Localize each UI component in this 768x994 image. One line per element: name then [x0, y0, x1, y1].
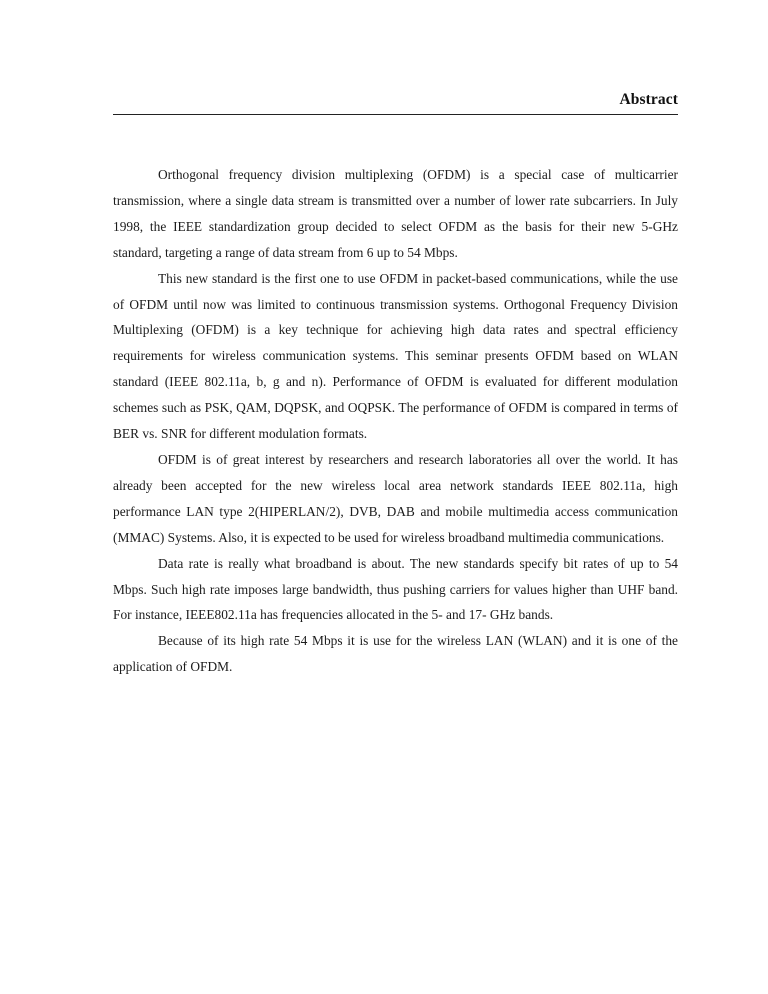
paragraph-2: This new standard is the first one to use OFDM in packet-based communications, while the use of OFDM until now was limited to continuous transmission systems. Orthogonal Frequency Division Multiplexing (OFDM) is a key technique for achieving high data rates and spectral efficiency requirements for wireless communication systems. This seminar presents OFDM based on WLAN standard (IEEE 802.11a, b, g and n). Performance of OFDM is evaluated for different modulation schemes such as PSK, QAM, DQPSK, and OQPSK. The performance of OFDM is compared in terms of BER vs. SNR for different modulation formats.: [113, 270, 678, 442]
paragraph-4: Data rate is really what broadband is about. The new standards specify bit rates of up to 54 Mbps. Such high rate imposes large bandwidth, thus pushing carriers for values higher than UHF band. For instance, IEEE802.11a has frequencies allocated in the 5- and 17- GHz bands.: [113, 555, 678, 623]
page-title: Abstract: [619, 91, 678, 108]
abstract-body: [113, 162, 678, 680]
paragraph-5: Because of its high rate 54 Mbps it is use for the wireless LAN (WLAN) and it is one of the application of OFDM.: [113, 633, 678, 675]
paragraph-1: Orthogonal frequency division multiplexing (OFDM) is a special case of multicarrier transmission, where a single data stream is transmitted over a number of lower rate subcarriers. In July 1998, the IEEE standardization group decided to select OFDM as the basis for their new 5-GHz standard, targeting a range of data stream from 6 up to 54 Mbps.: [113, 167, 678, 260]
paragraph-3: OFDM is of great interest by researchers and research laboratories all over the world. It has already been accepted for the new wireless local area network standards IEEE 802.11a, high performance LAN type 2(HIPERLAN/2), DVB, DAB and mobile multimedia access communication (MMAC) Systems. Also, it is expected to be used for wireless broadband multimedia communications.: [113, 451, 678, 545]
page-header: [113, 90, 678, 115]
